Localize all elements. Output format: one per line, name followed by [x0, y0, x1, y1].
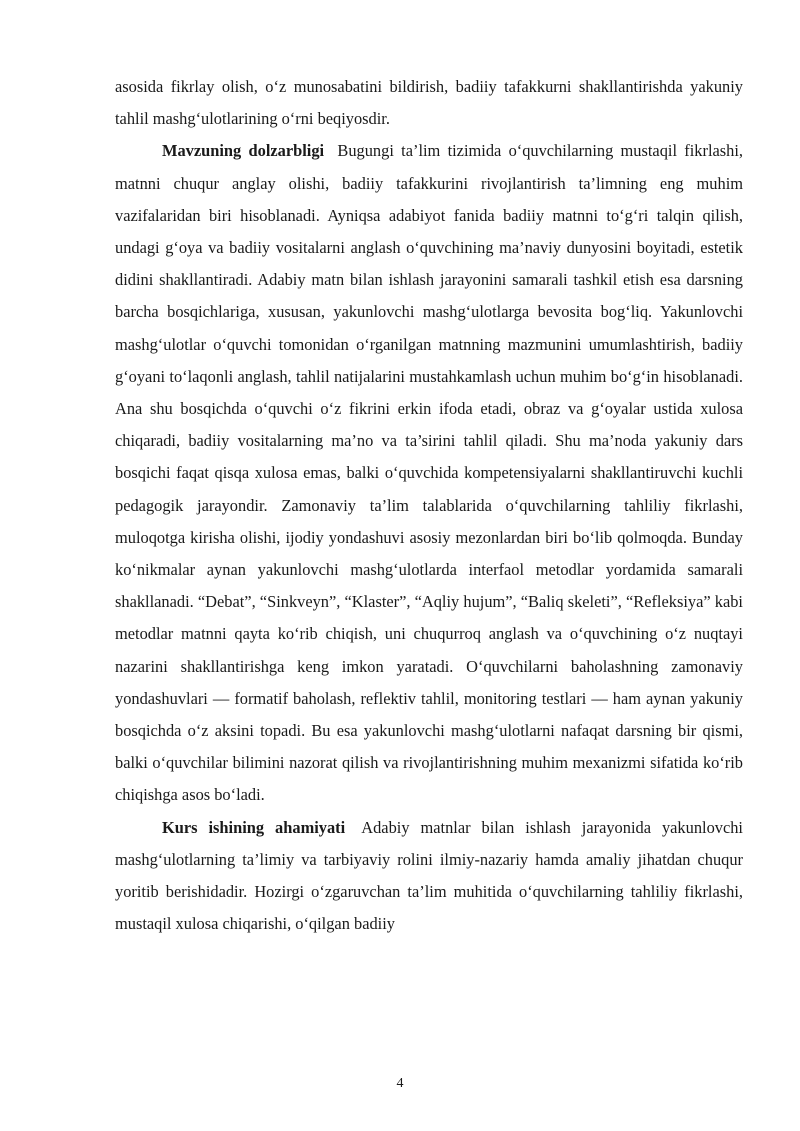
importance-heading: Kurs ishining ahamiyati — [162, 817, 346, 837]
relevance-heading: Mavzuning dolzarbligi — [162, 141, 325, 161]
page-number: 4 — [396, 1076, 404, 1091]
continued-paragraph: asosida fikrlay olish, o‘z munosabatini bildirish, badiiy tafakkurni shakllantirishda yakuniy tahlil mashg‘ulotlarining o‘rni beqiyosdir. — [115, 77, 743, 129]
document-page — [115, 71, 743, 940]
relevance-paragraph — [115, 135, 743, 811]
relevance-text: Bugungi ta’lim tizimida o‘quvchilarning mustaqil fikrlashi, matnni chuqur anglay olishi, badiiy tafakkurini rivojlantirish ta’limning eng muhim vazifalaridan biri hisoblanadi. Ayniqsa adabiyot fanida badiiy matnni to‘g‘ri talqin qilish, undagi g‘oya va badiiy vositalarni anglash o‘quvchining ma’naviy dunyosini boyitadi, estetik didini shakllantiradi. Adabiy matn bilan ishlash jarayonini samarali tashkil etish esa darsning barcha bosqichlariga, xususan, yakunlovchi mashg‘ulotlarga bevosita bog‘liq. Yakunlovchi mashg‘ulotlar o‘quvchi tomonidan o‘rganilgan matnning mazmunini umumlashtirish, badiiy g‘oyani to‘laqonli anglash, tahlil natijalarini mustahkamlash uchun muhim bo‘g‘in hisoblanadi. Ana shu bosqichda o‘quvchi o‘z fikrini erkin ifoda etadi, obraz va g‘oyalar ustida xulosa chiqaradi, badiiy vositalarning ma’no va ta’sirini tahlil qiladi. Shu ma’noda yakuniy dars bosqichi faqat qisqa xulosa emas, balki o‘quvchida kompetensiyalarni shakllantiruvchi kuchli pedagogik jarayondir. Zamonaviy ta’lim talablarida o‘quvchilarning tahliliy fikrlashi, muloqotga kirisha olishi, ijodiy yondashuvi asosiy mezonlardan biri bo‘lib qolmoqda. Bunday ko‘nikmalar aynan yakunlovchi mashg‘ulotlarda interfaol metodlar yordamida samarali shakllanadi. “Debat”, “Sinkveyn”, “Klaster”, “Aqliy hujum”, “Baliq skeleti”, “Refleksiya” kabi metodlar matnni qayta ko‘rib chiqish, uni chuqurroq anglash va o‘quvchining o‘z nuqtayi nazarini shakllantirishga keng imkon yaratadi. O‘quvchilarni baholashning zamonaviy yondashuvlari — formatif baholash, reflektiv tahlil, monitoring testlari — ham aynan yakuniy bosqichda o‘z aksini topadi. Bu esa yakunlovchi mashg‘ulotlarni nafaqat darsning bir qismi, balki o‘quvchilar bilimini nazorat qilish va rivojlantirishning muhim mexanizmi sifatida ko‘rib chiqishga asos bo‘ladi. — [115, 141, 744, 805]
importance-text: Adabiy matnlar bilan ishlash jarayonida yakunlovchi mashg‘ulotlarning ta’limiy va tarbiyaviy rolini ilmiy-nazariy hamda amaliy jihatdan chuqur yoritib berishidadir. Hozirgi o‘zgaruvchan ta’lim muhitida o‘quvchilarning tahliliy fikrlashi, mustaqil xulosa chiqarishi, o‘qilgan badiiy — [115, 817, 743, 934]
importance-paragraph — [115, 812, 743, 941]
